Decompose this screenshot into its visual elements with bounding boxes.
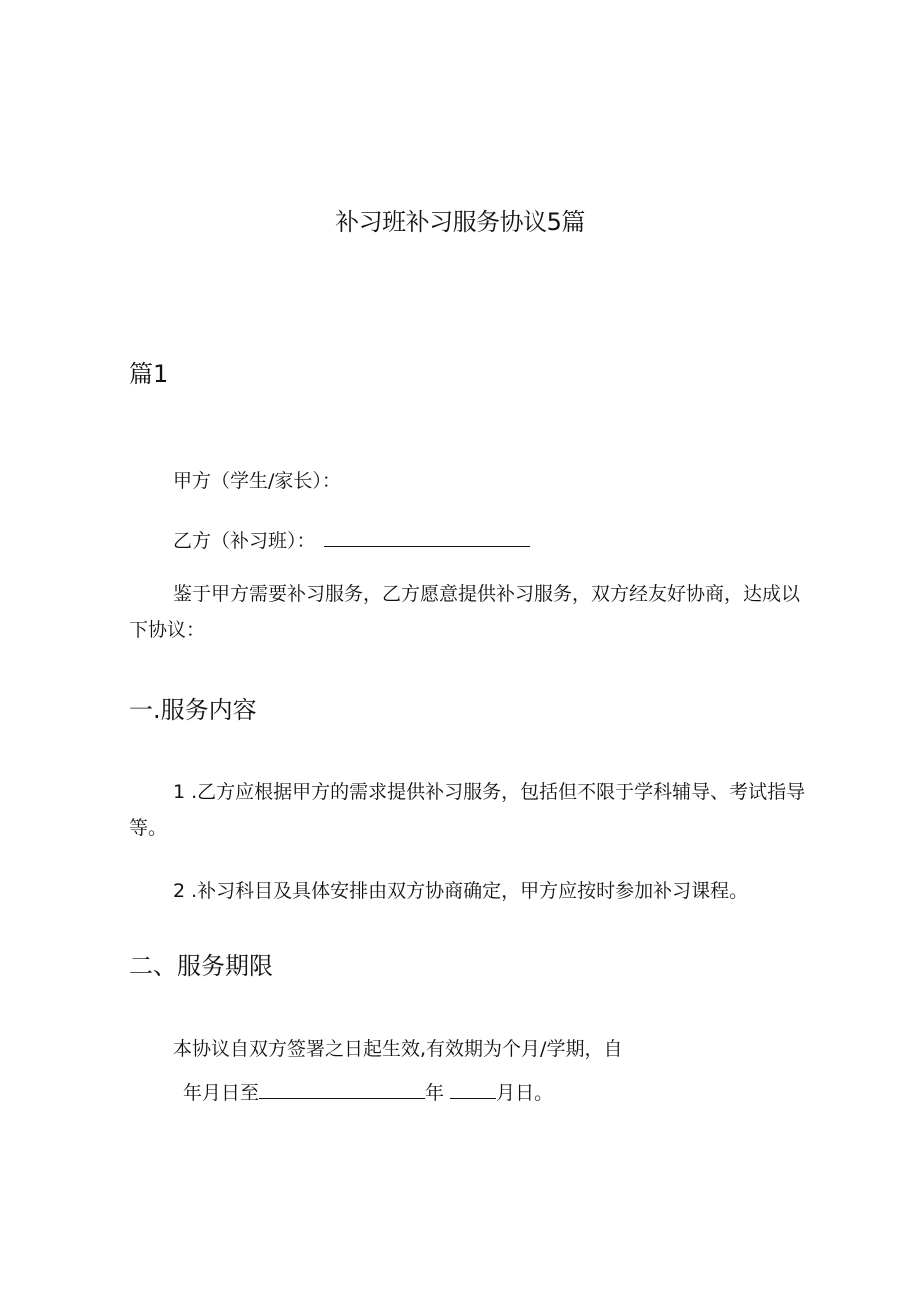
term-year-label: 年 bbox=[425, 1082, 445, 1104]
party-a-label: 甲方（学生/家长）： bbox=[173, 470, 341, 492]
term-blank-2 bbox=[450, 1080, 496, 1099]
term-start-date: 年月日至 bbox=[183, 1082, 260, 1104]
section-2-heading: 二、服务期限 bbox=[129, 952, 273, 980]
section-1-item-2: 2 .补习科目及具体安排由双方协商确定，甲方应按时参加补习课程。 bbox=[173, 880, 749, 902]
party-b-blank bbox=[324, 528, 530, 547]
term-blank-1 bbox=[259, 1080, 425, 1099]
term-line-1: 本协议自双方签署之日起生效,有效期为个月/学期，自 bbox=[173, 1038, 623, 1060]
document-title: 补习班补习服务协议5篇 bbox=[335, 208, 585, 236]
term-line-2 bbox=[183, 1078, 553, 1105]
party-b-line bbox=[173, 526, 530, 553]
section-1-heading: 一.服务内容 bbox=[129, 696, 257, 724]
intro-paragraph: 鉴于甲方需要补习服务，乙方愿意提供补习服务，双方经友好协商，达成以下协议： bbox=[129, 583, 801, 641]
term-end-label: 月日。 bbox=[496, 1082, 554, 1104]
party-b-label: 乙方（补习班）： bbox=[173, 530, 316, 552]
section-1-item-1: 1 .乙方应根据甲方的需求提供补习服务，包括但不限于学科辅导、考试指导等。 bbox=[129, 781, 806, 839]
article-heading: 篇1 bbox=[129, 360, 169, 388]
party-a-line bbox=[173, 466, 341, 493]
